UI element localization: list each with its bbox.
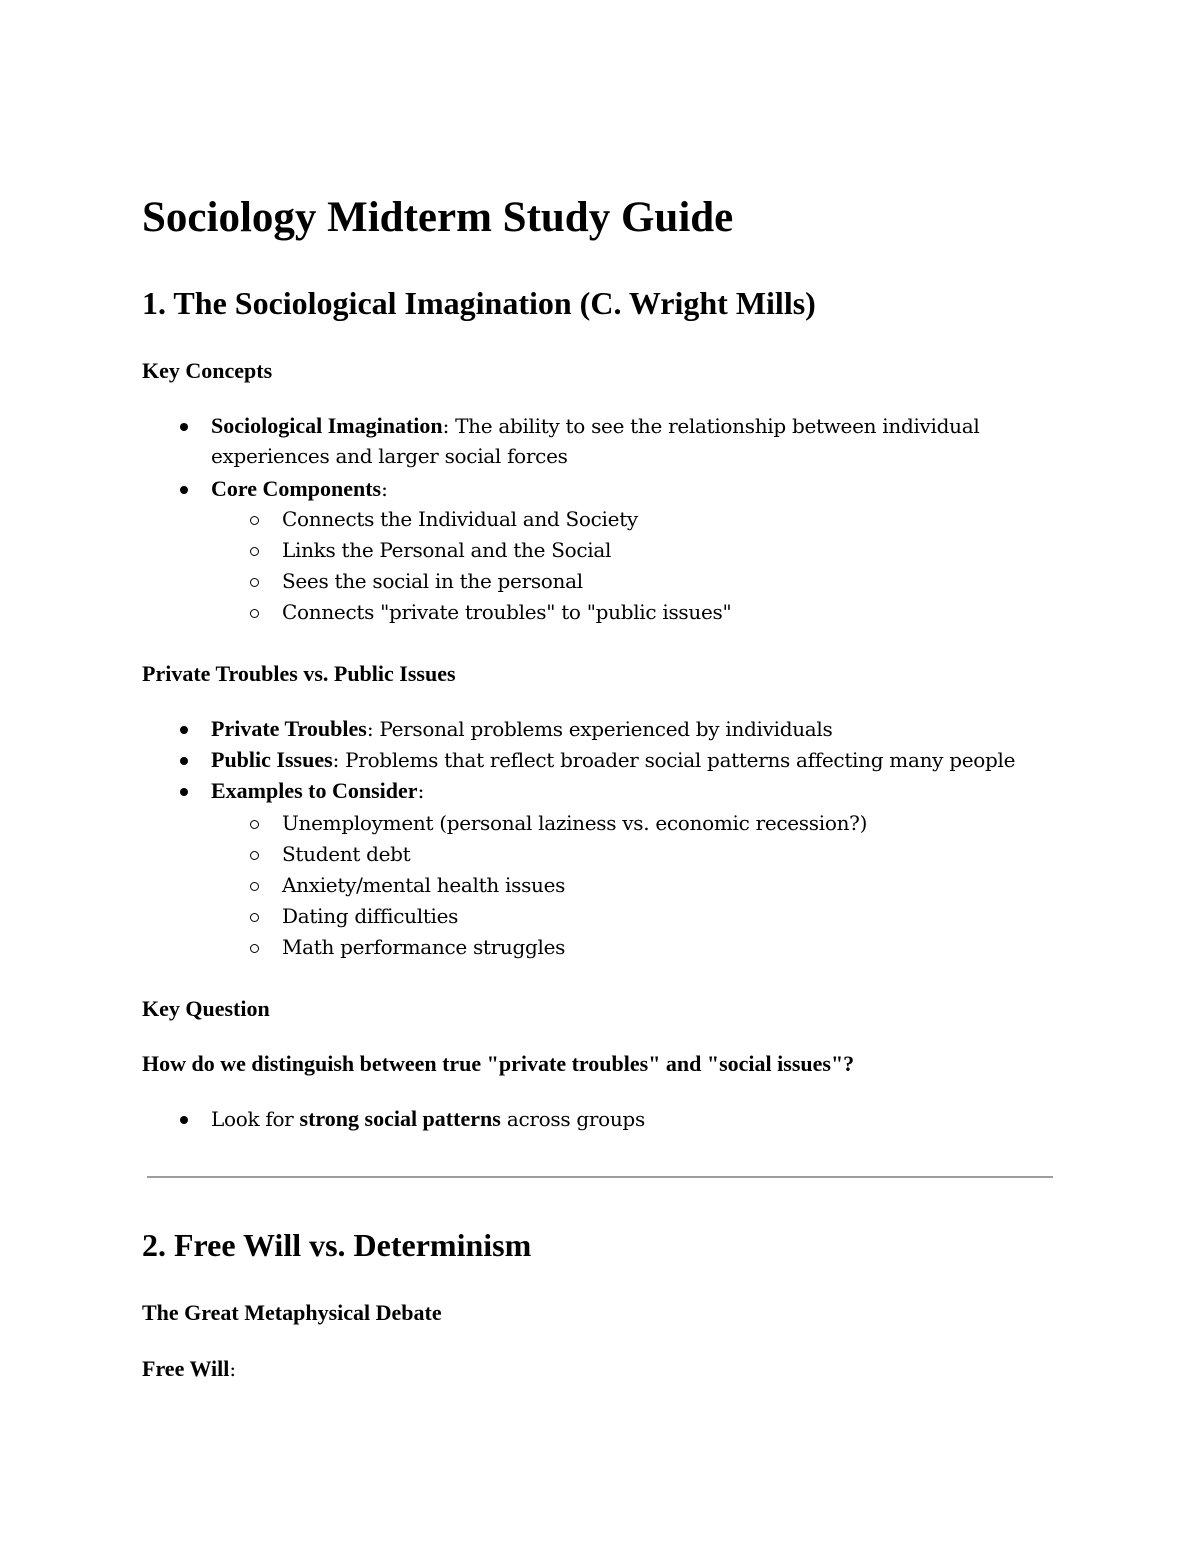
hollow-bullet-icon: [250, 882, 259, 891]
definition-text: : Personal problems experienced by individuals: [366, 717, 833, 741]
list-item-continuation: experiences and larger social forces: [211, 444, 568, 468]
bullet-icon: [180, 486, 188, 494]
section2-heading: 2. Free Will vs. Determinism: [142, 1227, 532, 1263]
term-label: Private Troubles: [211, 716, 367, 741]
term-label: Public Issues: [211, 747, 333, 772]
list-item-examples: [211, 780, 424, 802]
term-label: Sociological Imagination: [211, 413, 443, 438]
key-question-heading: Key Question: [142, 996, 270, 1021]
colon-text: :: [417, 779, 425, 803]
colon-text: :: [229, 1357, 236, 1381]
metaphysical-debate-heading: The Great Metaphysical Debate: [142, 1300, 442, 1325]
example-item: Anxiety/mental health issues: [282, 873, 566, 897]
hollow-bullet-icon: [250, 820, 259, 829]
hollow-bullet-icon: [250, 547, 259, 556]
definition-text: : Problems that reflect broader social patterns affecting many people: [332, 748, 1016, 772]
answer-bold-text: strong social patterns: [299, 1106, 501, 1131]
hollow-bullet-icon: [250, 578, 259, 587]
term-label: Examples to Consider: [211, 778, 418, 803]
sub-list-item: Connects the Individual and Society: [282, 507, 638, 531]
key-concepts-heading: Key Concepts: [142, 358, 273, 383]
example-item: Math performance struggles: [282, 935, 566, 959]
hollow-bullet-icon: [250, 913, 259, 922]
hollow-bullet-icon: [250, 944, 259, 953]
bullet-icon: [180, 423, 188, 431]
answer-pre-text: Look for: [211, 1107, 300, 1131]
sub-list-item: Connects "private troubles" to "public issues": [282, 600, 732, 624]
horizontal-divider: [147, 1176, 1053, 1178]
bullet-icon: [180, 757, 188, 765]
bullet-icon: [180, 788, 188, 796]
example-item: Student debt: [282, 842, 411, 866]
hollow-bullet-icon: [250, 516, 259, 525]
hollow-bullet-icon: [250, 851, 259, 860]
bullet-icon: [180, 1116, 188, 1124]
list-item-public-issues: [211, 749, 1015, 771]
sub-list-item: Sees the social in the personal: [282, 569, 583, 593]
document-title: Sociology Midterm Study Guide: [142, 194, 734, 241]
example-item: Unemployment (personal laziness vs. economic recession?): [282, 811, 868, 835]
definition-text: : The ability to see the relationship between individual: [442, 414, 980, 438]
hollow-bullet-icon: [250, 609, 259, 618]
troubles-vs-issues-heading: Private Troubles vs. Public Issues: [142, 661, 456, 686]
example-item: Dating difficulties: [282, 904, 459, 928]
list-item-core-components: [211, 478, 388, 500]
list-item-answer: [211, 1108, 645, 1130]
bullet-icon: [180, 726, 188, 734]
sub-list-item: Links the Personal and the Social: [282, 538, 612, 562]
colon-text: :: [381, 477, 388, 501]
list-item-sociological-imagination: [211, 415, 979, 437]
list-item-private-troubles: [211, 718, 833, 740]
key-question-text: How do we distinguish between true "private troubles" and "social issues"?: [142, 1051, 855, 1076]
answer-post-text: across groups: [500, 1107, 645, 1131]
free-will-term: Free Will: [142, 1356, 230, 1381]
free-will-label: [142, 1358, 236, 1380]
term-label: Core Components: [211, 476, 382, 501]
section1-heading: 1. The Sociological Imagination (C. Wright Mills): [142, 285, 816, 321]
